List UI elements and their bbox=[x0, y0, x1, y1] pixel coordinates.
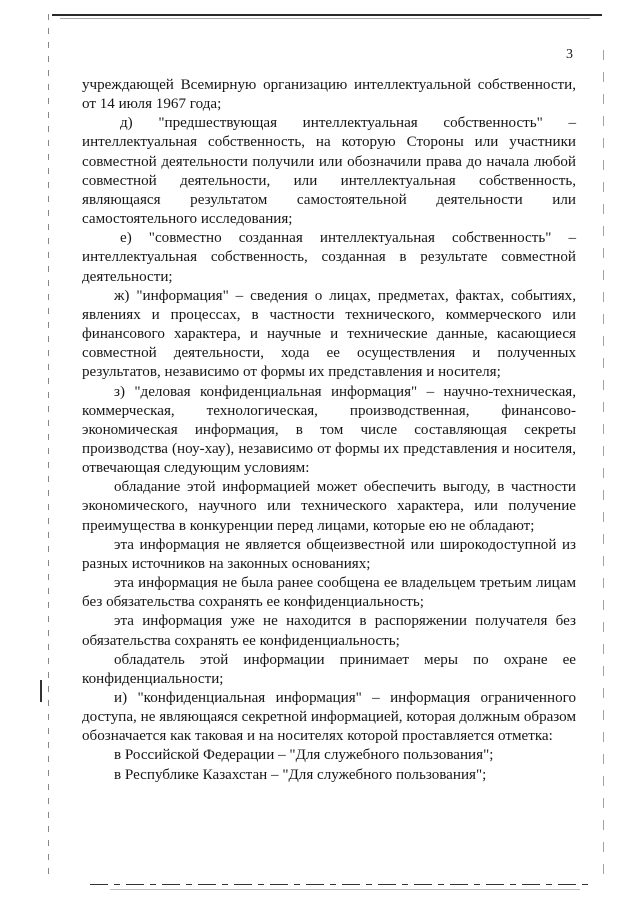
paragraph-condition-4: эта информация уже не находится в распоряжении получателя без обязательства сохранять ее конфиденциальность; bbox=[82, 613, 576, 649]
paragraph-definition-z: з) "деловая конфиденциальная информация" – научно-техническая, коммерческая, технологическая, производственная, финансово-экономическая информация, в том числе составляющая секреты производства (ноу-хау), независимо от формы их представления и носителя, отвечающая следующим условиям: bbox=[82, 383, 576, 477]
paragraph-definition-i: и) "конфиденциальная информация" – информация ограниченного доступа, не являющаяся секретной информацией, которая должным образом обозначается как таковая и на носителях которой проставляется отметка: bbox=[82, 690, 576, 745]
scan-edge-top-shadow bbox=[60, 18, 590, 19]
paragraph-definition-e: е) "совместно созданная интеллектуальная собственность" – интеллектуальная собственность, созданная в результате совместной деятельности; bbox=[82, 230, 576, 285]
scan-edge-left bbox=[48, 14, 49, 874]
paragraph-condition-2: эта информация не является общеизвестной или широкодоступной из разных источников на законных основаниях; bbox=[82, 536, 576, 572]
scan-edge-bottom-shadow bbox=[110, 889, 580, 890]
paragraph-marking-kazakhstan: в Республике Казахстан – "Для служебного пользования"; bbox=[114, 766, 487, 783]
paragraph-condition-5: обладатель этой информации принимает меры по охране ее конфиденциальности; bbox=[82, 651, 576, 687]
paragraph-marking-russia: в Российской Федерации – "Для служебного пользования"; bbox=[114, 747, 494, 764]
paragraph-condition-1: обладание этой информацией может обеспечить выгоду, в частности экономического, научного или технического характера, или получение преимущества в конкуренции перед лицами, которые ею не обладают; bbox=[82, 479, 576, 534]
scan-mark-left bbox=[40, 680, 42, 702]
paragraph-definition-d: д) "предшествующая интеллектуальная собственность" – интеллектуальная собственность, на которую Стороны или участники совместной деятельности получили или обозначили права до начала любой совместной деятельности, или интеллектуальная собственность, являющаяся результатом самостоятельной деятельности или самостоятельного исследования; bbox=[82, 115, 576, 228]
scan-edge-bottom bbox=[90, 884, 590, 885]
paragraph-condition-3: эта информация не была ранее сообщена ее владельцем третьим лицам без обязательства сохранять ее конфиденциальность; bbox=[82, 575, 576, 611]
scan-edge-right bbox=[603, 50, 604, 880]
paragraph-definition-zh: ж) "информация" – сведения о лицах, предметах, фактах, событиях, явлениях и процессах, в частности технического, коммерческого или финансового характера, и научные и технические данные, касающиеся совместной деятельности, хода ее осуществления и полученных результатов, независимо от формы их представления и носителя; bbox=[82, 287, 576, 381]
document-body bbox=[82, 76, 576, 785]
scan-edge-top bbox=[52, 14, 602, 16]
paragraph-continuation: учреждающей Всемирную организацию интеллектуальной собственности, от 14 июля 1967 года; bbox=[82, 77, 576, 113]
page-number: 3 bbox=[566, 47, 573, 62]
